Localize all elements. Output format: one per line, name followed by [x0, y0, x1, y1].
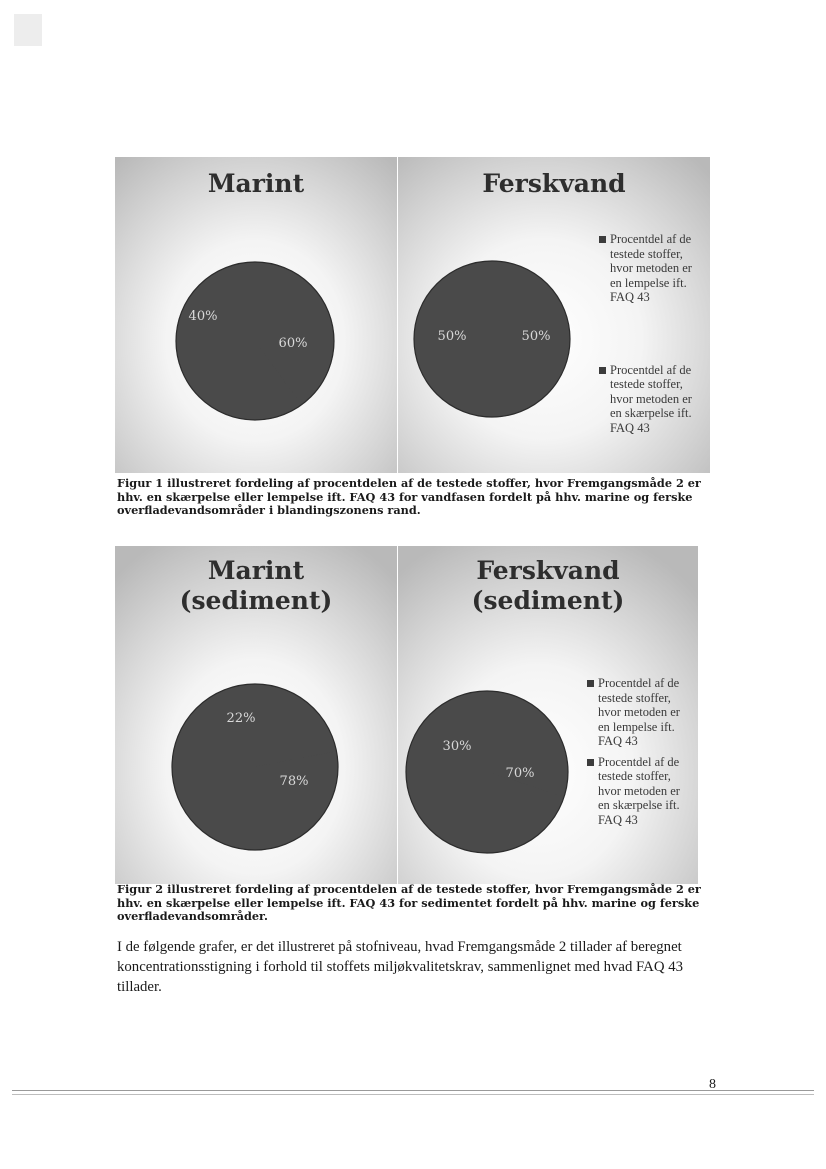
legend-swatch — [599, 236, 606, 243]
body-paragraph: I de følgende grafer, er det illustreret på stofniveau, hvad Fremgangsmåde 2 tillader af beregnet koncentrationsstigning i forhold til stoffets miljøkvalitetskrav, sammenlignet med hvad FAQ 43 tillader. — [117, 939, 684, 995]
pie-data-label: 50% — [521, 329, 551, 344]
pie-data-label: 40% — [188, 309, 218, 324]
legend-label-lempelse: Procentdel af de testede stoffer, hvor metoden er en lempelse ift. FAQ 43 — [610, 232, 692, 304]
legend-ferskvand-sediment — [586, 676, 694, 827]
figure-1-caption: Figur 1 illustreret fordeling af procentdelen af de testede stoffer, hvor Fremgangsmåde 2 er hhv. en skærpelse eller lempelse ift. FAQ 43 for vandfasen fordelt på hhv. marine og ferske overfladevandsområder i blandingszonens rand. — [117, 476, 701, 517]
pie-svg-marint — [115, 157, 397, 473]
figure-2-caption: Figur 2 illustreret fordeling af procentdelen af de testede stoffer, hvor Fremgangsmåde 2 er hhv. en skærpelse eller lempelse ift. FAQ 43 for sedimentet fordelt på hhv. marine og ferske overfladevandsområder. — [117, 882, 701, 923]
pie-data-label: 22% — [226, 711, 256, 726]
legend-item-lempelse — [598, 232, 704, 305]
legend-swatch — [587, 680, 594, 687]
pie-data-label: 70% — [505, 766, 535, 781]
legend-item-skaerpelse — [598, 363, 704, 436]
pie-data-label: 50% — [437, 329, 467, 344]
legend-ferskvand — [598, 232, 704, 435]
chart-title-marint: Marint — [207, 169, 305, 198]
chart-marint — [115, 157, 397, 473]
legend-label-skaerpelse: Procentdel af de testede stoffer, hvor metoden er en skærpelse ift. FAQ 43 — [598, 754, 680, 827]
legend-swatch — [587, 759, 594, 766]
scan-mark — [14, 14, 42, 46]
chart-marint-sediment — [115, 546, 397, 884]
page-number: 8 — [709, 1077, 716, 1092]
legend-item-lempelse — [586, 676, 694, 749]
legend-label-skaerpelse: Procentdel af de testede stoffer, hvor metoden er en skærpelse ift. FAQ 43 — [610, 362, 692, 435]
chart-title-ferskvand-sediment: Ferskvand (sediment) — [471, 556, 625, 615]
chart-ferskvand — [398, 157, 710, 473]
legend-item-skaerpelse — [586, 755, 694, 828]
chart-ferskvand-sediment — [398, 546, 698, 884]
chart-title-ferskvand: Ferskvand — [482, 169, 626, 198]
footer-rule — [12, 1090, 814, 1091]
chart-title-marint-sediment: Marint (sediment) — [179, 556, 333, 615]
legend-swatch — [599, 367, 606, 374]
footer-rule — [12, 1094, 814, 1095]
pie-data-label: 60% — [278, 336, 308, 351]
pie-data-label: 30% — [442, 739, 472, 754]
legend-label-lempelse: Procentdel af de testede stoffer, hvor metoden er en lempelse ift. FAQ 43 — [598, 676, 680, 748]
pie-data-label: 78% — [279, 774, 309, 789]
